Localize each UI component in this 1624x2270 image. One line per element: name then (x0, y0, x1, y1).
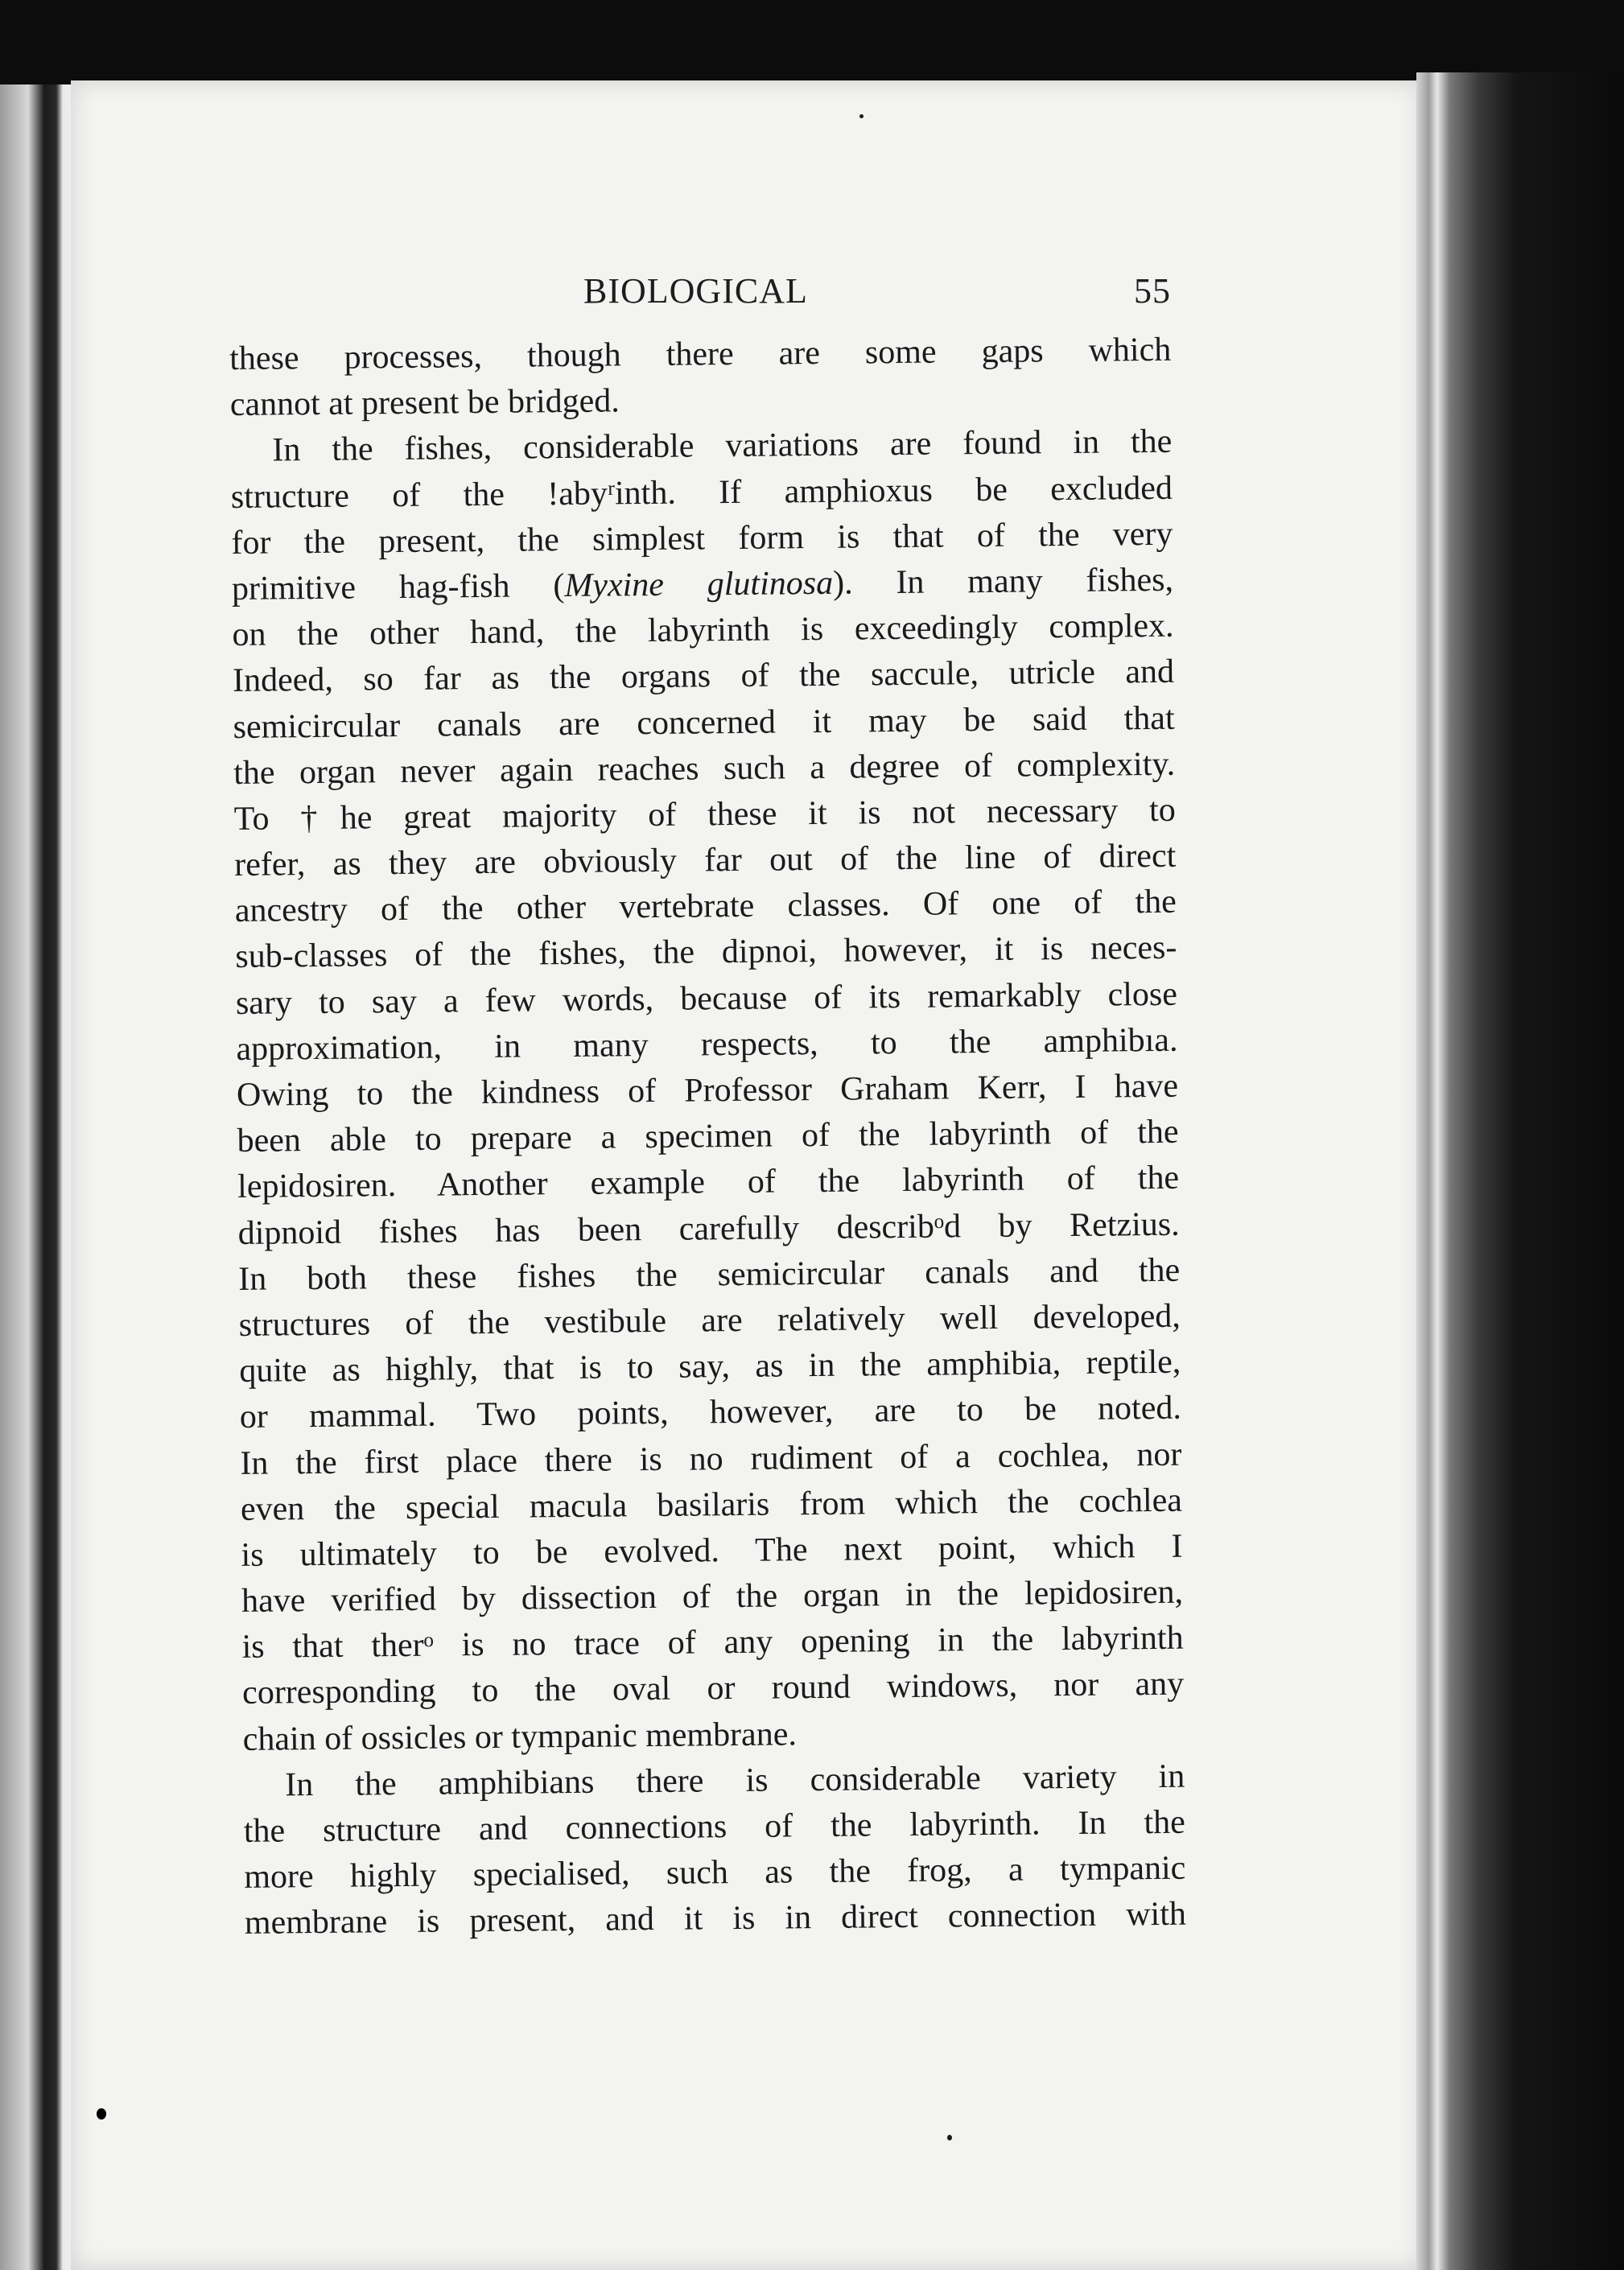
text-line: quite as highly, that is to say, as in the amphibia, reptile, (239, 1343, 1181, 1390)
text-line: the organ never again reaches such a degree of complexity. (233, 745, 1176, 792)
text-line: sary to say a few words, because of its remarkably close (235, 975, 1178, 1022)
text-line: been able to prepare a specimen of the labyrinth of the (237, 1113, 1179, 1160)
text-line: In both these fishes the semicircular canals and the (238, 1251, 1181, 1298)
text-line: cannot at present be bridged. (229, 382, 620, 424)
text-line: chain of ossicles or tympanic membrane. (242, 1715, 798, 1758)
text-line: lepidosiren. Another example of the labyrinth of the (237, 1160, 1180, 1206)
text-line: semicircular canals are concerned it may be said that (233, 699, 1175, 746)
text-line: more highly specialised, such as the frog, a tympanic (244, 1849, 1186, 1897)
text-line: structures of the vestibule are relatively well developed, (238, 1297, 1181, 1344)
text-line: for the present, the simplest form is that of the very (231, 515, 1173, 562)
text-line: or mammal. Two points, however, are to be noted. (239, 1390, 1182, 1436)
species-name: Myxine glutinosa (564, 564, 834, 604)
text-line: these processes, though there are some gaps which (229, 331, 1172, 377)
text-line: is that therᵒ is no trace of any opening in the labyrinth (241, 1619, 1184, 1666)
left-page-edge (0, 84, 80, 2270)
text-fragment: ). In many fishes, (832, 561, 1174, 602)
text-line: the structure and connections of the labyrinth. In the (243, 1803, 1186, 1850)
text-line: even the special macula basilaris from which the cochlea (240, 1481, 1183, 1528)
right-page-edges (1416, 72, 1624, 2270)
text-line: structure of the !abyʳinth. If amphioxus be excluded (230, 469, 1173, 516)
text-line: approximation, in many respects, to the amphibıa. (236, 1021, 1178, 1068)
text-line: ancestry of the other vertebrate classes. Of one of the (234, 883, 1177, 930)
text-line: membrane is present, and it is in direct connection with (244, 1896, 1187, 1942)
text-line: refer, as they are obviously far out of the line of direct (234, 837, 1177, 884)
text-line: To †he great majority of these it is not necessary to (233, 791, 1176, 838)
margin-dot (97, 2108, 106, 2120)
body-text (229, 328, 1186, 1947)
text-fragment: primitive hag-fish ( (231, 566, 565, 608)
dust-speck (859, 114, 864, 118)
text-line: In the first place there is no rudiment of a cochlea, nor (240, 1436, 1182, 1482)
text-line: have verified by dissection of the organ in the lepidosiren, (241, 1573, 1184, 1620)
text-line: dipnoid fishes has been carefully describᵒd by Retzius. (237, 1205, 1180, 1252)
text-line: Indeed, so far as the organs of the saccule, utricle and (232, 653, 1175, 700)
dust-speck (947, 2135, 952, 2140)
text-line: sub-classes of the fishes, the dipnoi, however, it is neces- (235, 929, 1177, 976)
text-line: In the fishes, considerable variations are found in the (272, 423, 1173, 469)
text-line: Owing to the kindness of Professor Graham Kerr, I have (236, 1067, 1179, 1114)
running-head: BIOLOGICAL (583, 271, 808, 311)
text-line: on the other hand, the labyrinth is exceedingly complex. (232, 607, 1174, 654)
text-line: In the amphibians there is considerable variety in (285, 1757, 1185, 1804)
text-line: is ultimately to be evolved. The next point, which I (241, 1527, 1183, 1574)
text-line: corresponding to the oval or round windows, nor any (241, 1666, 1185, 1712)
page-header (229, 270, 1171, 319)
page-number: 55 (1134, 271, 1171, 311)
